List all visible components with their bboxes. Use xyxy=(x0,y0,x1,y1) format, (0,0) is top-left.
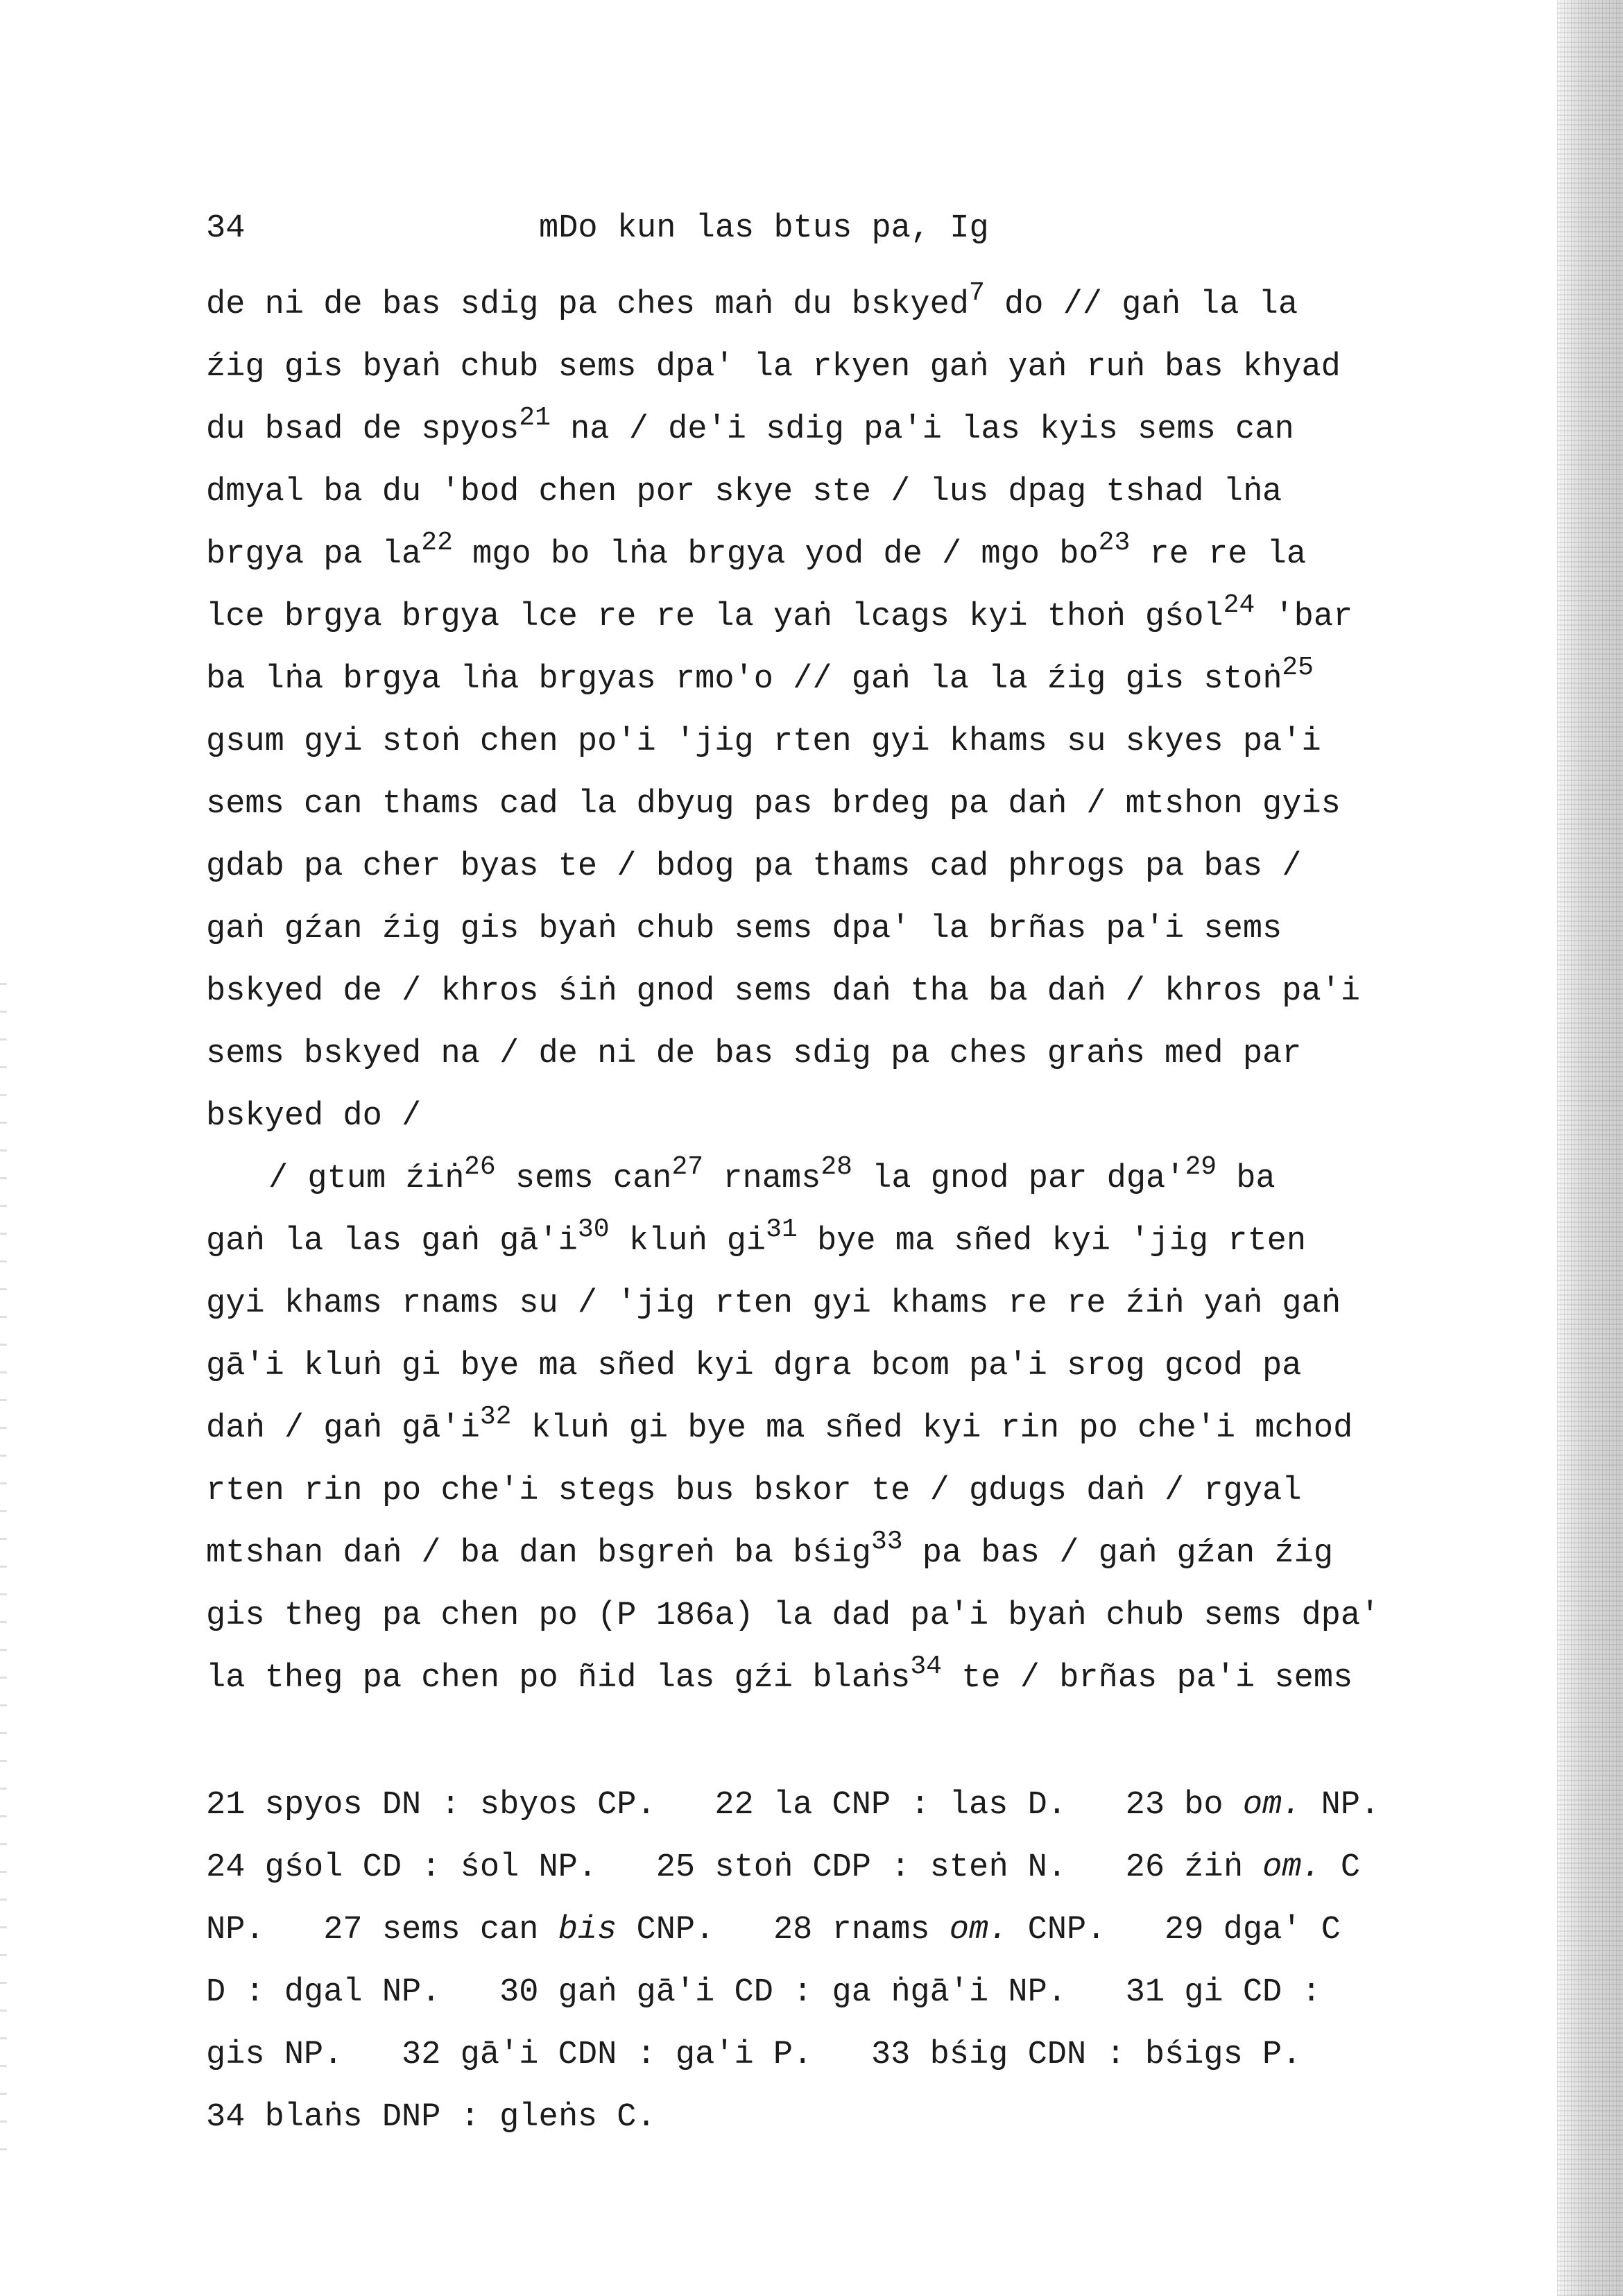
footnote-marker: 21 xyxy=(519,403,551,434)
text-segment: gis theg pa chen po (P 186a) la dad pa'i byaṅ chub sems dpa' xyxy=(206,1597,1380,1634)
text-line xyxy=(206,1460,1503,1523)
text-line xyxy=(206,1148,1503,1210)
footnote-line xyxy=(206,2024,1503,2087)
text-line xyxy=(206,961,1503,1023)
text-segment: bye ma sñed kyi 'jig rten xyxy=(797,1223,1307,1260)
text-segment: daṅ / gaṅ gā'i xyxy=(206,1410,480,1447)
text-line xyxy=(206,1273,1503,1335)
text-line xyxy=(206,1023,1503,1086)
footnote-segment: NP. xyxy=(1301,1787,1380,1824)
footnote-marker: 31 xyxy=(766,1215,798,1245)
text-segment: do // gaṅ la la xyxy=(984,286,1298,323)
text-line xyxy=(206,274,1503,336)
text-segment: lce brgya brgya lce re re la yaṅ lcags kyi thoṅ gśol xyxy=(206,599,1223,635)
text-line xyxy=(206,836,1503,898)
text-segment: de ni de bas sdig pa ches maṅ du bskyed xyxy=(206,286,969,323)
page-number: 34 xyxy=(206,210,246,247)
footnote-line xyxy=(206,1774,1503,1837)
footnote-marker: 34 xyxy=(910,1652,942,1682)
footnote-segment: NP. 27 sems can xyxy=(206,1912,558,1948)
text-segment: ba lṅa brgya lṅa brgyas rmo'o // gaṅ la la źig gis stoṅ xyxy=(206,661,1282,698)
text-segment: źig gis byaṅ chub sems dpa' la rkyen gaṅ yaṅ ruṅ bas khyad xyxy=(206,349,1341,386)
text-segment: gsum gyi stoṅ chen po'i 'jig rten gyi khams su skyes pa'i xyxy=(206,723,1321,760)
footnote-italic: om. xyxy=(1242,1787,1302,1824)
text-segment: kluṅ gi bye ma sñed kyi rin po che'i mchod xyxy=(511,1410,1353,1447)
text-line xyxy=(206,1210,1503,1273)
text-segment: gyi khams rnams su / 'jig rten gyi khams re re źiṅ yaṅ gaṅ xyxy=(206,1285,1341,1322)
footnote-segment: gis NP. 32 gā'i CDN : ga'i P. 33 bśig CDN : bśigs P. xyxy=(206,2037,1302,2073)
text-segment: brgya pa la xyxy=(206,536,422,573)
footnote-line xyxy=(206,2087,1503,2149)
footnote-segment: CNP. 28 rnams xyxy=(617,1912,950,1948)
footnote-segment: D : dgal NP. 30 gaṅ gā'i CD : ga ṅgā'i NP. 31 gi CD : xyxy=(206,1974,1321,2011)
text-segment: gaṅ gźan źig gis byaṅ chub sems dpa' la brñas pa'i sems xyxy=(206,911,1282,948)
footnote-marker: 27 xyxy=(671,1152,704,1183)
text-line xyxy=(206,773,1503,836)
text-segment: du bsad de spyos xyxy=(206,411,519,448)
scan-edge-right xyxy=(1557,0,1623,2296)
text-segment: sems can thams cad la dbyug pas brdeg pa daṅ / mtshon gyis xyxy=(206,786,1341,823)
footnotes-block xyxy=(206,1774,1503,2149)
text-line xyxy=(206,1647,1503,1710)
text-segment: na / de'i sdig pa'i las kyis sems can xyxy=(550,411,1294,448)
text-line xyxy=(206,1585,1503,1647)
footnote-marker: 33 xyxy=(870,1527,903,1557)
footnote-line xyxy=(206,1962,1503,2024)
text-segment: kluṅ gi xyxy=(609,1223,766,1260)
text-line xyxy=(206,1086,1503,1148)
main-text-block xyxy=(206,274,1503,1710)
text-line xyxy=(206,1523,1503,1585)
text-segment: te / brñas pa'i sems xyxy=(941,1660,1353,1697)
text-line xyxy=(206,898,1503,961)
footnote-marker: 7 xyxy=(968,278,985,309)
text-line xyxy=(206,711,1503,773)
footnote-marker: 23 xyxy=(1098,528,1131,558)
text-line xyxy=(206,1398,1503,1460)
page-header xyxy=(206,201,1454,257)
footnote-italic: bis xyxy=(558,1912,617,1948)
text-segment: bskyed de / khros śiṅ gnod sems daṅ tha ba daṅ / khros pa'i xyxy=(206,973,1361,1010)
footnote-marker: 32 xyxy=(479,1402,512,1432)
text-segment: la theg pa chen po ñid las gźi blaṅs xyxy=(206,1660,911,1697)
footnote-marker: 22 xyxy=(421,528,453,558)
text-segment: 'bar xyxy=(1255,599,1353,635)
text-segment: rten rin po che'i stegs bus bskor te / gdugs daṅ / rgyal xyxy=(206,1473,1302,1509)
footnote-marker: 24 xyxy=(1223,590,1255,621)
text-segment: bskyed do / xyxy=(206,1098,422,1135)
text-line xyxy=(206,399,1503,461)
text-segment: pa bas / gaṅ gźan źig xyxy=(902,1535,1334,1572)
text-segment: rnams xyxy=(703,1160,821,1197)
running-title: mDo kun las btus pa, Ig xyxy=(539,210,989,247)
text-line xyxy=(206,461,1503,524)
scan-edge-left xyxy=(0,971,7,2150)
text-line xyxy=(206,1335,1503,1398)
footnote-italic: om. xyxy=(949,1912,1008,1948)
text-segment: la gnod par dga' xyxy=(852,1160,1185,1197)
footnote-italic: om. xyxy=(1262,1849,1321,1886)
footnote-segment: CNP. 29 dga' C xyxy=(1008,1912,1341,1948)
footnote-marker: 26 xyxy=(464,1152,496,1183)
text-line xyxy=(206,586,1503,649)
text-segment: sems bskyed na / de ni de bas sdig pa ches graṅs med par xyxy=(206,1036,1302,1072)
footnote-line xyxy=(206,1837,1503,1899)
text-segment: sems can xyxy=(495,1160,672,1197)
footnote-marker: 28 xyxy=(821,1152,852,1183)
text-segment: gā'i kluṅ gi bye ma sñed kyi dgra bcom pa'i srog gcod pa xyxy=(206,1348,1302,1385)
text-line xyxy=(206,336,1503,399)
text-segment: gdab pa cher byas te / bdog pa thams cad phrogs pa bas / xyxy=(206,848,1302,885)
text-line xyxy=(206,649,1503,711)
text-line xyxy=(206,524,1503,586)
text-segment: gaṅ la las gaṅ gā'i xyxy=(206,1223,578,1260)
footnote-marker: 25 xyxy=(1282,653,1314,683)
text-segment: mtshan daṅ / ba dan bsgreṅ ba bśig xyxy=(206,1535,871,1572)
footnote-segment: C xyxy=(1321,1849,1361,1886)
footnote-segment: 34 blaṅs DNP : gleṅs C. xyxy=(206,2099,656,2136)
footnote-marker: 30 xyxy=(577,1215,610,1245)
footnote-marker: 29 xyxy=(1185,1152,1217,1183)
text-segment: / gtum źiṅ xyxy=(268,1160,465,1197)
footnote-segment: 24 gśol CD : śol NP. 25 stoṅ CDP : steṅ N. 26 źiṅ xyxy=(206,1849,1263,1886)
text-segment: re re la xyxy=(1130,536,1307,573)
footnote-segment: 21 spyos DN : sbyos CP. 22 la CNP : las D. 23 bo xyxy=(206,1787,1243,1824)
text-segment: ba xyxy=(1217,1160,1276,1197)
text-segment: dmyal ba du 'bod chen por skye ste / lus dpag tshad lṅa xyxy=(206,474,1282,511)
text-segment: mgo bo lṅa brgya yod de / mgo bo xyxy=(452,536,1099,573)
footnote-line xyxy=(206,1899,1503,1962)
